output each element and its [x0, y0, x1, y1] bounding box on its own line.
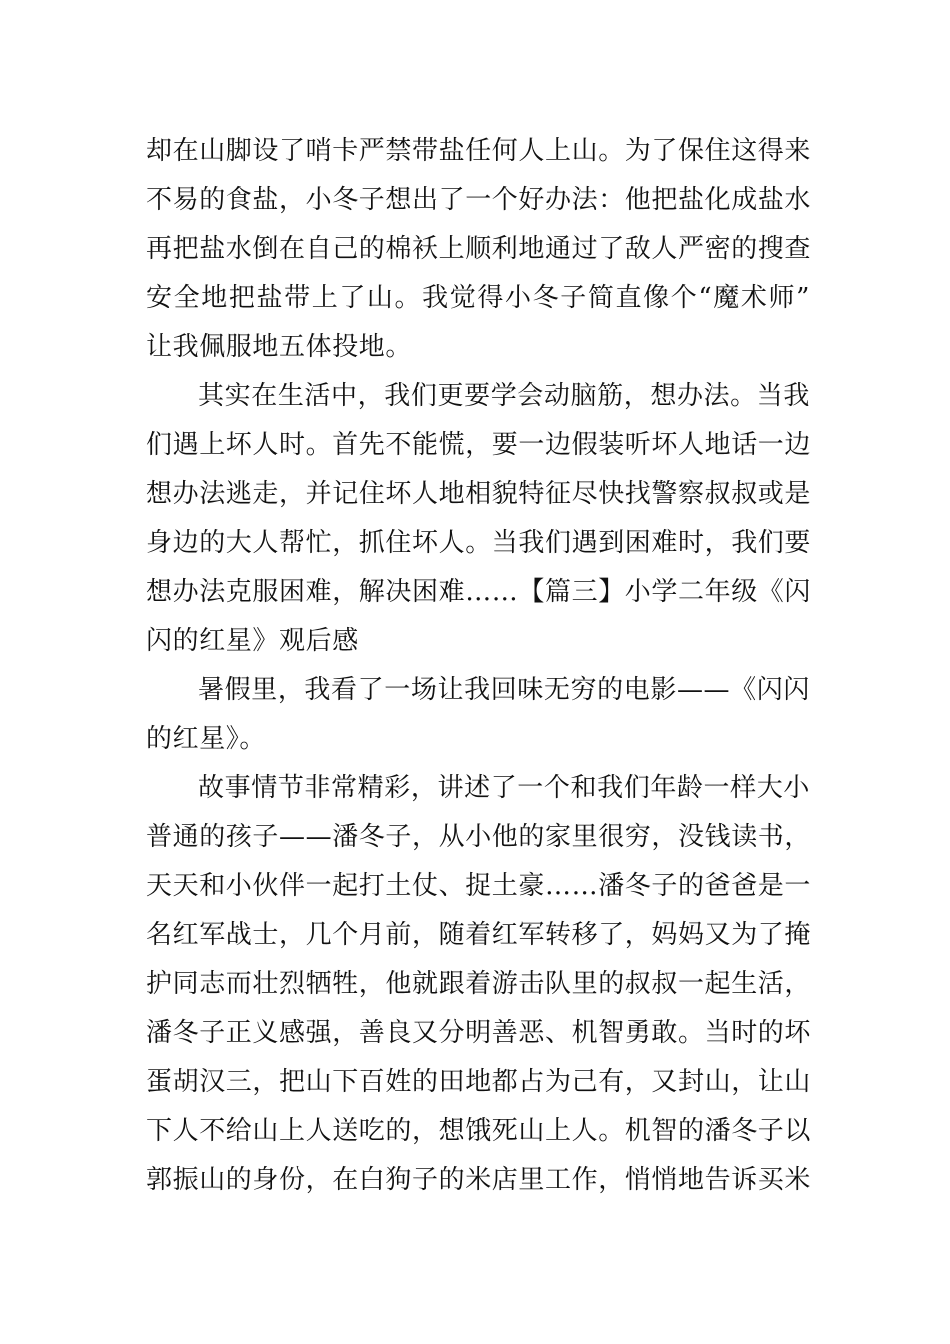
- text-line: 下人不给山上人送吃的，想饿死山上人。机智的潘冬子以: [146, 1116, 812, 1146]
- text-line: 们遇上坏人时。首先不能慌，要一边假装听坏人地话一边: [146, 430, 812, 460]
- text-line: 身边的大人帮忙，抓住坏人。当我们遇到困难时，我们要: [146, 528, 812, 558]
- document-body: [146, 127, 810, 1205]
- text-line: 再把盐水倒在自己的棉袄上顺利地通过了敌人严密的搜查: [146, 234, 812, 264]
- text-line: 想办法克服困难，解决困难……【篇三】小学二年级《闪: [146, 577, 812, 607]
- text-line: 天天和小伙伴一起打土仗、捉土豪……潘冬子的爸爸是一: [146, 871, 812, 901]
- text-line: 安全地把盐带上了山。我觉得小冬子简直像个“魔术师”: [146, 283, 810, 313]
- text-line: 名红军战士，几个月前，随着红军转移了，妈妈又为了掩: [146, 920, 812, 950]
- text-line: 闪的红星》观后感: [146, 626, 359, 656]
- text-line: 让我佩服地五体投地。: [146, 332, 413, 362]
- text-line: 普通的孩子——潘冬子，从小他的家里很穷，没钱读书，: [146, 822, 812, 852]
- text-line: 不易的食盐，小冬子想出了一个好办法：他把盐化成盐水: [146, 185, 812, 215]
- text-line: 暑假里，我看了一场让我回味无穷的电影——《闪闪: [198, 675, 810, 705]
- text-line: 蛋胡汉三，把山下百姓的田地都占为己有，又封山，让山: [146, 1067, 812, 1097]
- text-line: 其实在生活中，我们更要学会动脑筋，想办法。当我: [198, 381, 810, 411]
- text-line: 想办法逃走，并记住坏人地相貌特征尽快找警察叔叔或是: [146, 479, 812, 509]
- document-page: [146, 127, 810, 1205]
- text-line: 故事情节非常精彩，讲述了一个和我们年龄一样大小: [198, 773, 810, 803]
- text-line: 郭振山的身份，在白狗子的米店里工作，悄悄地告诉买米: [146, 1165, 812, 1195]
- text-line: 的红星》。: [146, 724, 267, 754]
- text-line: 护同志而壮烈牺牲，他就跟着游击队里的叔叔一起生活，: [146, 969, 812, 999]
- text-line: 潘冬子正义感强，善良又分明善恶、机智勇敢。当时的坏: [146, 1018, 812, 1048]
- text-line: 却在山脚设了哨卡严禁带盐任何人上山。为了保住这得来: [146, 136, 812, 166]
